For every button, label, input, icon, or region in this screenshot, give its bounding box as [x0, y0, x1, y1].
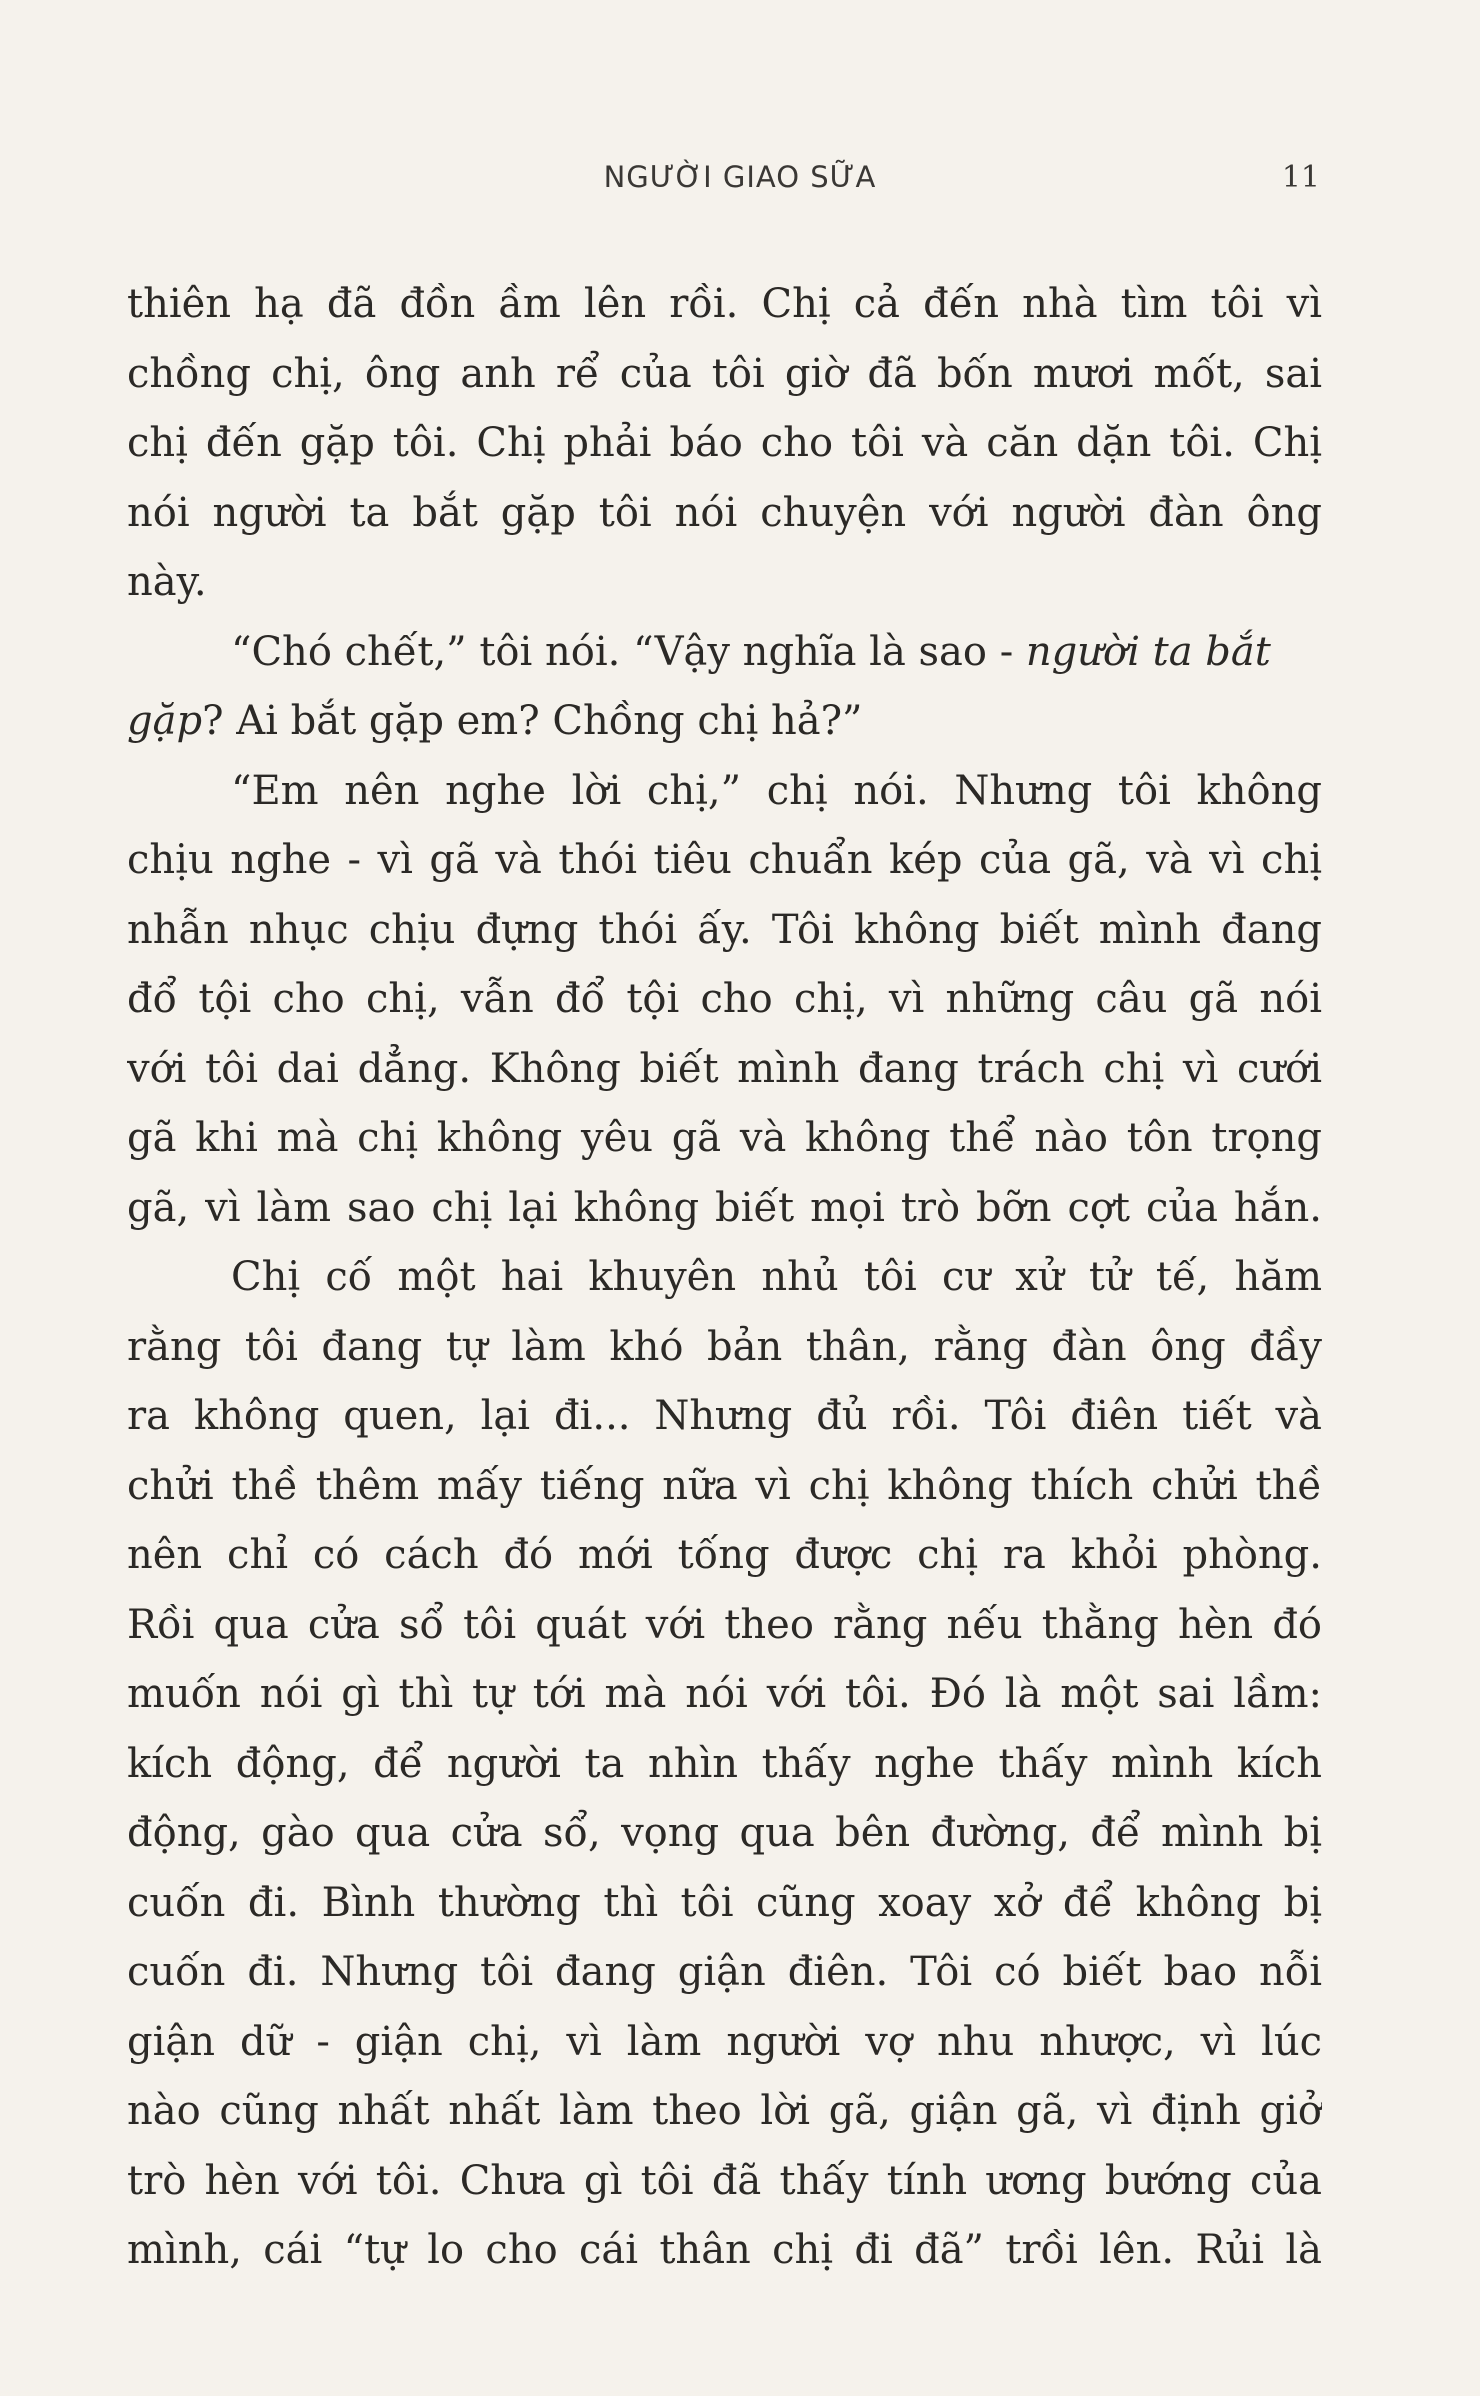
text-line: động, gào qua cửa sổ, vọng qua bên đường, để mình bị — [127, 1810, 1322, 1856]
text-line: này. — [127, 559, 207, 605]
page-number: 11 — [1281, 160, 1320, 195]
text-line: nên chỉ có cách đó mới tống được chị ra khỏi phòng. — [127, 1532, 1322, 1578]
text-line — [127, 687, 1322, 757]
italic-text: gặp — [127, 698, 203, 744]
text-line: chị đến gặp tôi. Chị phải báo cho tôi và căn dặn tôi. Chị — [127, 420, 1322, 466]
text-line: chửi thề thêm mấy tiếng nữa vì chị không thích chửi thề — [127, 1462, 1322, 1509]
text-line: chịu nghe - vì gã và thói tiêu chuẩn kép của gã, và vì chị — [127, 837, 1322, 883]
text-line: cuốn đi. Nhưng tôi đang giận điên. Tôi có biết bao nỗi — [127, 1949, 1322, 1995]
text-line: Chị cố một hai khuyên nhủ tôi cư xử tử tế, hăm — [231, 1254, 1322, 1300]
text-line: nói người ta bắt gặp tôi nói chuyện với người đàn ông — [127, 489, 1322, 536]
body-text — [127, 270, 1322, 2286]
text-line: mình, cái “tự lo cho cái thân chị đi đã” trồi lên. Rủi là — [127, 2227, 1322, 2273]
text-line: “Em nên nghe lời chị,” chị nói. Nhưng tôi không — [231, 767, 1322, 814]
text-line: kích động, để người ta nhìn thấy nghe thấy mình kích — [127, 1740, 1322, 1787]
text-line: nhẫn nhục chịu đựng thói ấy. Tôi không biết mình đang — [127, 906, 1322, 953]
text-line — [231, 618, 1322, 688]
text-segment: “Chó chết,” tôi nói. “Vậy nghĩa là sao - — [231, 628, 1026, 675]
text-line: ra không quen, lại đi... Nhưng đủ rồi. Tôi điên tiết và — [127, 1393, 1322, 1439]
text-line: trò hèn với tôi. Chưa gì tôi đã thấy tính ương bướng của — [127, 2157, 1322, 2204]
text-segment: ? Ai bắt gặp em? Chồng chị hả?” — [202, 698, 863, 744]
text-line: thiên hạ đã đồn ầm lên rồi. Chị cả đến nhà tìm tôi vì — [127, 281, 1322, 327]
text-line: nào cũng nhất nhất làm theo lời gã, giận gã, vì định giở — [127, 2088, 1322, 2134]
text-line: muốn nói gì thì tự tới mà nói với tôi. Đó là một sai lầm: — [127, 1671, 1322, 1717]
text-line: Rồi qua cửa sổ tôi quát với theo rằng nếu thằng hèn đó — [127, 1601, 1322, 1648]
text-line: rằng tôi đang tự làm khó bản thân, rằng đàn ông đầy — [127, 1323, 1322, 1370]
text-line: chồng chị, ông anh rể của tôi giờ đã bốn mươi mốt, sai — [127, 350, 1322, 397]
text-line: với tôi dai dẳng. Không biết mình đang trách chị vì cưới — [127, 1045, 1322, 1092]
italic-text: người ta bắt — [1025, 628, 1271, 675]
page-header — [0, 160, 1480, 200]
text-line: giận dữ - giận chị, vì làm người vợ nhu nhược, vì lúc — [127, 2018, 1322, 2065]
running-title: NGƯỜI GIAO SỮA — [603, 160, 877, 194]
text-line: gã khi mà chị không yêu gã và không thể nào tôn trọng — [127, 1115, 1322, 1161]
text-line: đổ tội cho chị, vẫn đổ tội cho chị, vì những câu gã nói — [127, 976, 1322, 1022]
text-line: gã, vì làm sao chị lại không biết mọi trò bỡn cợt của hắn. — [127, 1184, 1322, 1231]
text-line: cuốn đi. Bình thường thì tôi cũng xoay xở để không bị — [127, 1879, 1322, 1926]
